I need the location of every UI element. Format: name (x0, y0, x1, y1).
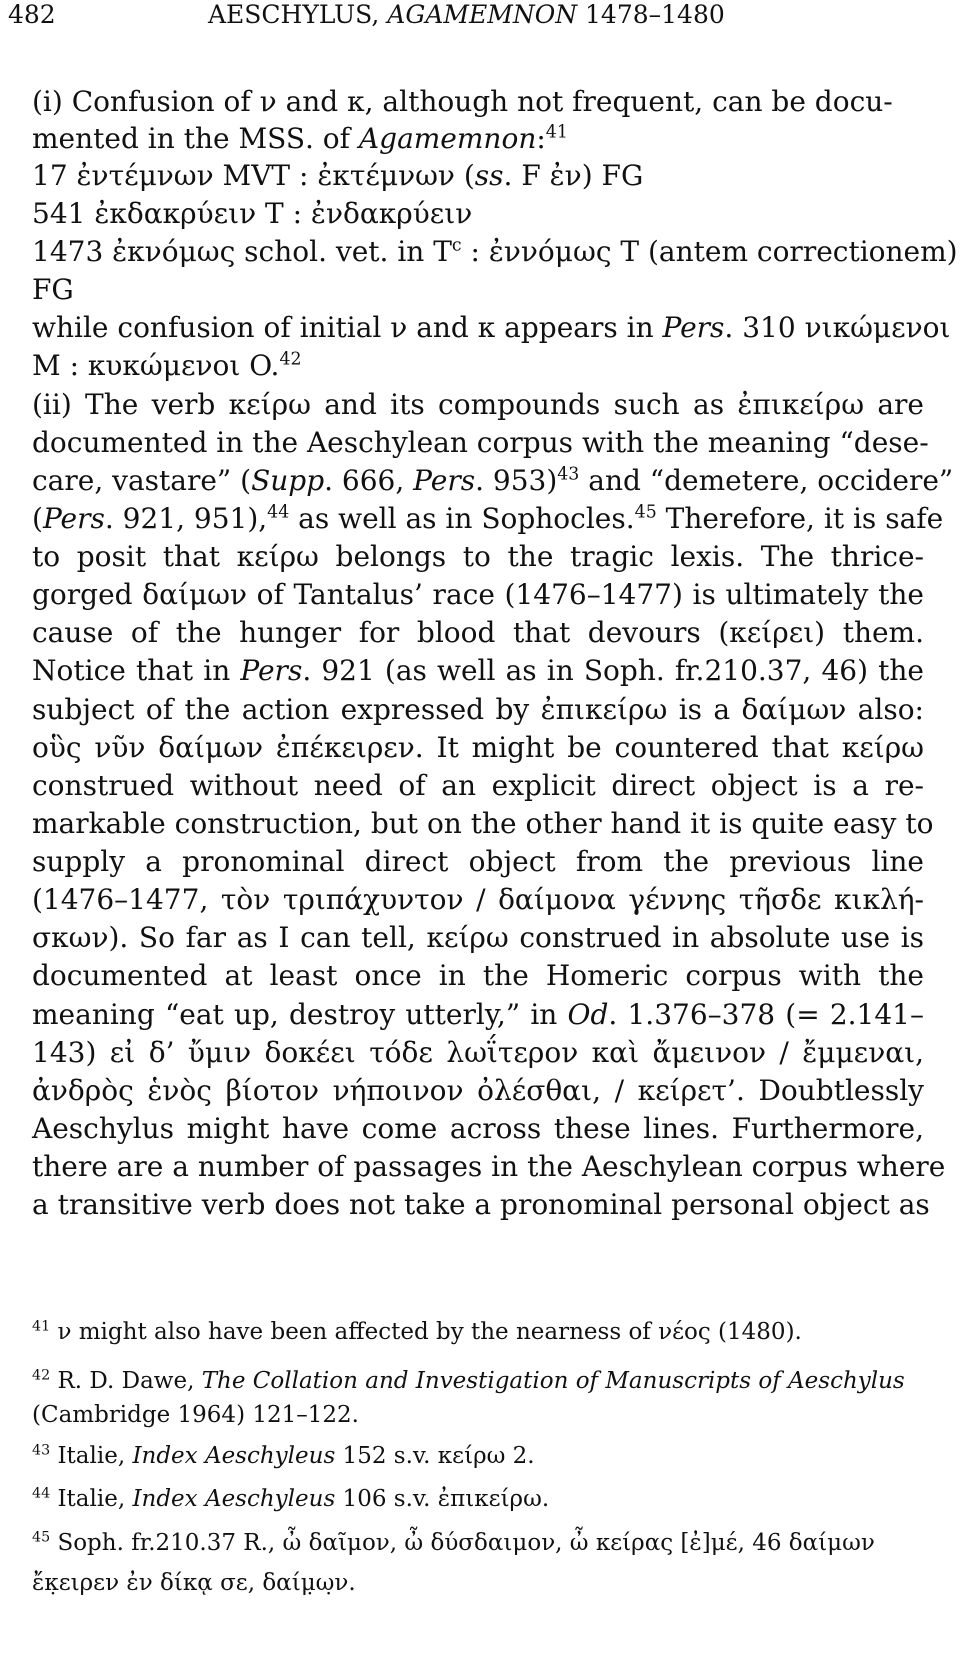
text-line (32, 423, 929, 463)
note-reference: 42 (32, 1367, 51, 1384)
text-run: gorged δαίμων of Tantalus’ race (1476–1477) is ultimately the (32, 578, 924, 611)
text-line (32, 156, 924, 196)
text-line (32, 461, 954, 501)
italic-run: Index Aeschyleus (132, 1486, 336, 1512)
text-run: . 310 νικώμενοι (724, 311, 951, 344)
italic-run: The Collation and Investigation of Manuscripts of Aeschylus (201, 1368, 905, 1394)
text-line (32, 575, 924, 615)
text-run: Therefore, it is safe (656, 502, 944, 535)
text-line (32, 804, 934, 844)
text-run: documented in the Aeschylean corpus with the meaning “dese- (32, 426, 929, 459)
text-run: . 1.376–378 (= 2.141– (608, 998, 924, 1031)
italic-run: Pers (662, 311, 725, 344)
note-reference: 45 (634, 502, 657, 523)
text-run: 152 s.v. κείρω 2. (335, 1443, 535, 1469)
note-reference: 42 (279, 349, 302, 370)
text-run: σκων). So far as I can tell, κείρω construed in absolute use is (32, 921, 924, 954)
text-run: . F ἐν) FG (503, 159, 644, 192)
text-run: care, vastare” ( (32, 464, 252, 497)
text-run: Italie, (50, 1486, 133, 1512)
text-run: : (536, 122, 546, 155)
text-run: 143) εἰ δ’ ὔμιν δοκέει τόδε λωΐτερον καὶ ἄμεινον / ἔμμεναι, (32, 1036, 924, 1069)
text-line (32, 82, 924, 122)
italic-run: Index Aeschyleus (132, 1443, 336, 1469)
running-title-work: AGAMEMNON (387, 0, 578, 29)
text-line (32, 728, 924, 768)
text-line (32, 651, 924, 691)
text-run: Aeschylus might have come across these lines. Furthermore, (32, 1112, 924, 1145)
text-line (32, 308, 951, 348)
italic-run: Pers (413, 464, 476, 497)
footnote-line (32, 1398, 924, 1432)
text-line (32, 995, 924, 1035)
text-run: FG (32, 273, 74, 306)
text-run: (Cambridge 1964) 121–122. (32, 1402, 359, 1428)
small-caps-run: MSS (238, 122, 305, 155)
text-run: 1473 ἐκνόμως schol. vet. in T (32, 235, 452, 268)
text-run: 541 ἐκδακρύειν T : ἐνδακρύειν (32, 197, 473, 230)
text-run: to posit that κείρω belongs to the tragic lexis. The thrice- (32, 540, 924, 573)
running-title (208, 0, 725, 30)
text-run: mented in the (32, 122, 239, 155)
running-title-author: AESCHYLUS, (208, 0, 388, 29)
text-run: Italie, (50, 1443, 133, 1469)
text-run: 106 s.v. ἐπικείρω. (335, 1486, 550, 1512)
text-line (32, 1033, 924, 1073)
text-line (32, 119, 924, 159)
text-line (32, 880, 924, 920)
note-reference: 43 (557, 464, 580, 485)
text-run: 17 ἐντέμνων MVT : ἐκτέμνων ( (32, 159, 475, 192)
note-reference: 41 (32, 1318, 51, 1335)
text-run: meaning “eat up, destroy utterly,” in (32, 998, 568, 1031)
running-header (8, 0, 938, 30)
text-run: (i) Confusion of ν and κ, although not frequent, can be docu- (32, 85, 893, 118)
text-line (32, 270, 924, 310)
note-reference: c (451, 235, 462, 256)
text-run: subject of the action expressed by ἐπικείρω is a δαίμων also: (32, 693, 924, 726)
text-line (32, 842, 924, 882)
text-run: supply a pronominal direct object from the previous line (32, 845, 924, 878)
text-line (32, 1147, 946, 1187)
text-run: Notice that in (32, 654, 241, 687)
text-run: (1476–1477, τὸν τριπάχυντον / δαίμονα γέννης τῆσδε κικλή- (32, 883, 924, 916)
text-line (32, 232, 958, 272)
text-run: and “demetere, occidere” (579, 464, 954, 497)
text-run: ( (32, 502, 43, 535)
text-run: R. D. Dawe, (50, 1368, 202, 1394)
text-line (32, 690, 924, 730)
page-number: 482 (8, 0, 56, 29)
footnote-line (32, 1315, 924, 1349)
footnote-line (32, 1526, 924, 1560)
text-run: there are a number of passages in the Aeschylean corpus where (32, 1150, 946, 1183)
note-reference: 41 (545, 122, 568, 143)
text-run: ἔκ̣ειρεν ἐν δίκᾳ σε, δαίμ̣ω̣ν. (32, 1570, 356, 1596)
footnote-line (32, 1364, 924, 1398)
running-title-lines: 1478–1480 (577, 0, 725, 29)
italic-run: Od (567, 998, 609, 1031)
text-line (32, 385, 924, 425)
note-reference: 45 (32, 1529, 51, 1546)
italic-run: Pers (42, 502, 105, 535)
text-run: cause of the hunger for blood that devours (κείρει) them. (32, 616, 924, 649)
text-line (32, 537, 924, 577)
text-run: . 921 (as well as in Soph. fr.210.37, 46) the (302, 654, 924, 687)
text-run: Soph. fr.210.37 R., ὦ δαῖμον, ὦ δύσδαιμον, ὦ κείρας [ἐ]μέ, 46 δαίμων (50, 1530, 875, 1556)
text-run: construed without need of an explicit direct object is a re- (32, 769, 924, 802)
text-run: as well as in Sophocles. (289, 502, 635, 535)
text-run: . of (305, 122, 359, 155)
text-run: . 921, 951), (104, 502, 268, 535)
text-run: οὓς νῦν δαίμων ἐπέκειρεν. It might be countered that κείρω (32, 731, 924, 764)
text-line (32, 194, 924, 234)
italic-run: Agamemnon (358, 122, 537, 155)
italic-run: Supp (251, 464, 325, 497)
text-line (32, 1185, 930, 1225)
text-run: documented at least once in the Homeric corpus with the (32, 959, 924, 992)
footnote-line (32, 1482, 924, 1516)
text-run: . 666, (324, 464, 414, 497)
footnote-line (32, 1439, 924, 1473)
text-line (32, 346, 924, 386)
text-run: (ii) The verb κείρω and its compounds such as ἐπικείρω are (32, 388, 924, 421)
text-line (32, 918, 924, 958)
italic-run: Pers (240, 654, 303, 687)
italic-run: ss (474, 159, 504, 192)
note-reference: 44 (32, 1485, 51, 1502)
text-run: ν might also have been affected by the nearness of νέος (1480). (50, 1319, 802, 1345)
text-run: a transitive verb does not take a pronominal personal object as (32, 1188, 930, 1221)
text-run: : ἐννόμως T (antem correctionem) (461, 235, 958, 268)
text-line (32, 1109, 924, 1149)
text-run: markable construction, but on the other hand it is quite easy to (32, 807, 934, 840)
text-run: while confusion of initial ν and κ appears in (32, 311, 663, 344)
footnote-line (32, 1566, 924, 1600)
text-line (32, 766, 924, 806)
text-line (32, 1071, 924, 1111)
text-run: ἀνδρὸς ἑνὸς βίοτον νήποινον ὀλέσθαι, / κείρετ’. Doubtlessly (32, 1074, 924, 1107)
text-line (32, 956, 924, 996)
note-reference: 43 (32, 1442, 51, 1459)
note-reference: 44 (267, 502, 290, 523)
text-line (32, 499, 944, 539)
text-run: . 953) (475, 464, 558, 497)
text-line (32, 613, 924, 653)
text-run: M : κυκώμενοι O. (32, 349, 280, 382)
